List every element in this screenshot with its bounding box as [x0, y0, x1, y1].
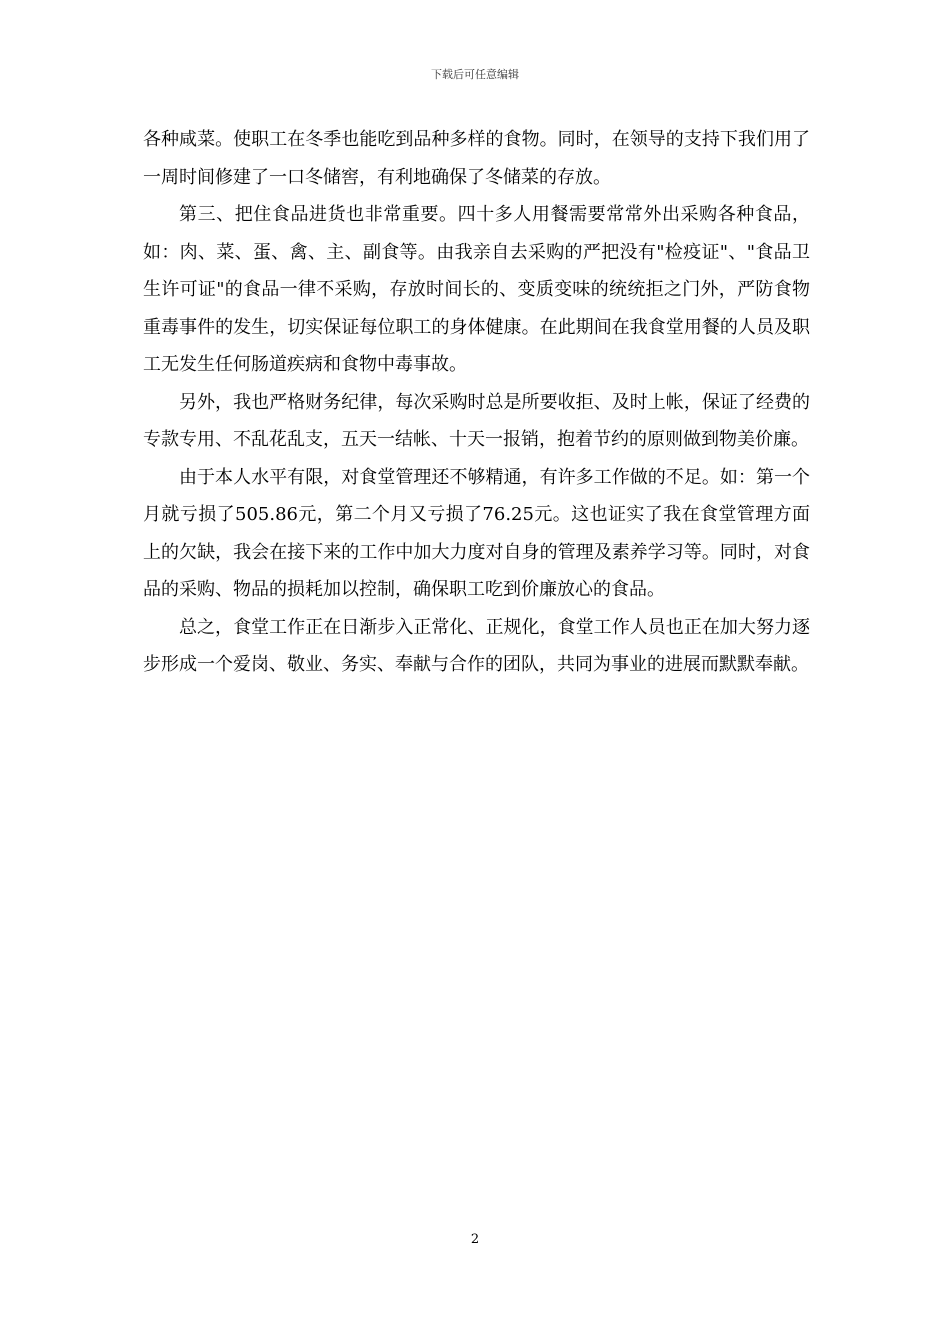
paragraph-conclusion: 总之，食堂工作正在日渐步入正常化、正规化，食堂工作人员也正在加大努力逐步形成一个爱岗、敬业、务实、奉献与合作的团队，共同为事业的进展而默默奉献。: [143, 616, 810, 675]
document-body: [143, 121, 810, 684]
paragraph-continuation: 各种咸菜。使职工在冬季也能吃到品种多样的食物。同时，在领导的支持下我们用了一周时间修建了一口冬储窖，有利地确保了冬储菜的存放。: [143, 129, 810, 188]
paragraph-food-procurement: 第三、把住食品进货也非常重要。四十多人用餐需要常常外出采购各种食品，如：肉、菜、蛋、禽、主、副食等。由我亲自去采购的严把没有"检疫证"、"食品卫生许可证"的食品一律不采购，存放时间长的、变质变味的统统拒之门外，严防食物重毒事件的发生，切实保证每位职工的身体健康。在此期间在我食堂用餐的人员及职工无发生任何肠道疾病和食物中毒事故。: [143, 204, 810, 375]
page-header: 下载后可任意编辑: [431, 68, 519, 81]
paragraph-financial-discipline: 另外，我也严格财务纪律，每次采购时总是所要收拒、及时上帐，保证了经费的专款专用、不乱花乱支，五天一结帐、十天一报销，抱着节约的原则做到物美价廉。: [143, 391, 810, 450]
paragraph-shortcomings: 由于本人水平有限，对食堂管理还不够精通，有许多工作做的不足。如：第一个月就亏损了505.86元，第二个月又亏损了76.25元。这也证实了我在食堂管理方面上的欠缺，我会在接下来的工作中加大力度对自身的管理及素养学习等。同时，对食品的采购、物品的损耗加以控制，确保职工吃到价廉放心的食品。: [143, 466, 810, 600]
page-number: 2: [470, 1232, 480, 1247]
